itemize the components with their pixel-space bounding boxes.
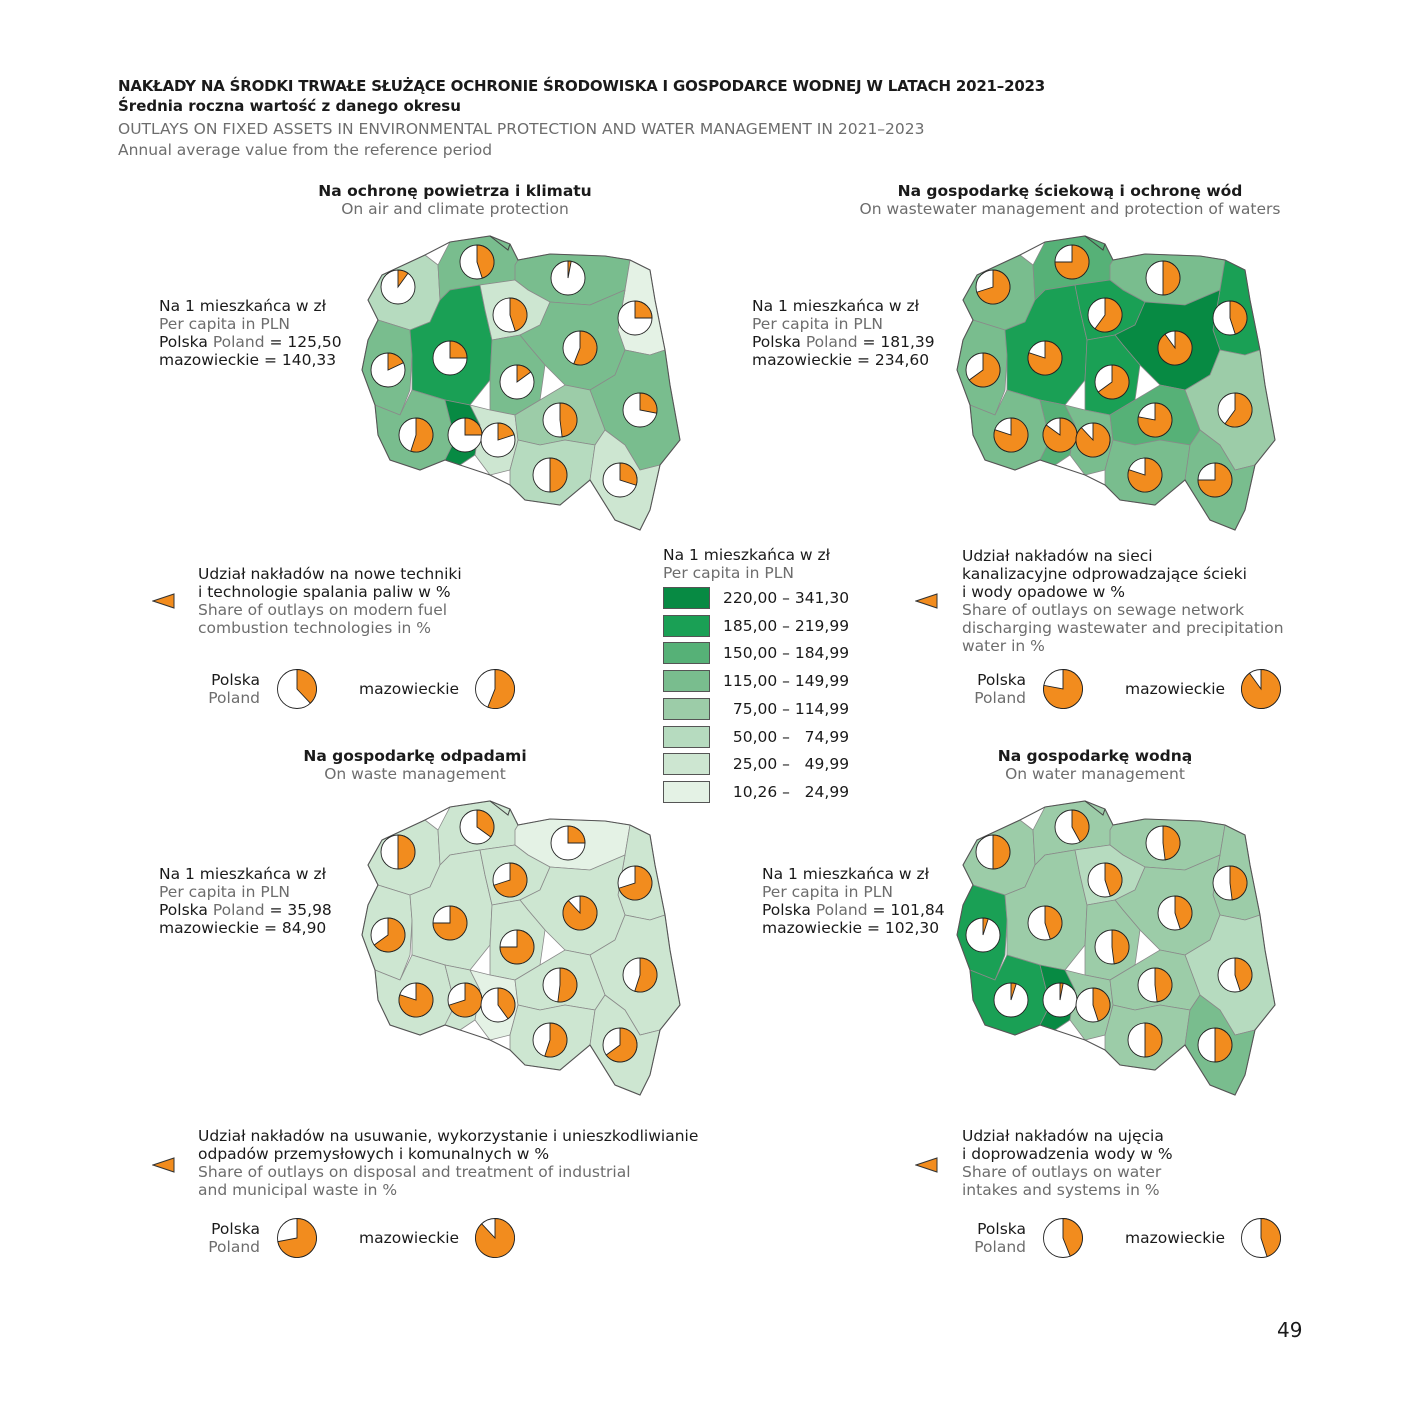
pie-podkarpackie — [603, 463, 637, 497]
poland-pie — [1044, 670, 1083, 709]
pie-wielkopolskie — [1028, 906, 1062, 940]
pie-podkarpackie — [1198, 463, 1232, 497]
pie-łódzkie — [1095, 930, 1129, 964]
pie-mazowieckie — [1158, 331, 1192, 365]
map-water — [945, 795, 1285, 1110]
pie-małopolskie — [1128, 1023, 1162, 1057]
pie-dolnośląskie — [994, 418, 1028, 452]
maz-ref-pie — [473, 667, 517, 711]
share-text-wastewater: Udział nakładów na sieci kanalizacyjne odprowadzające ścieki i wody opadowe w % Share of outlays on sewage network discharging wastewater and precipitation water in % — [962, 547, 1284, 655]
legend-swatch — [663, 587, 710, 609]
mazowieckie-value: mazowieckie = 84,90 — [159, 919, 327, 937]
share-wedge-icon — [152, 593, 176, 609]
poland-ref-label: Polska Poland — [208, 1220, 260, 1256]
mazowieckie-pie — [476, 1219, 515, 1258]
page-title-en: OUTLAYS ON FIXED ASSETS IN ENVIRONMENTAL PROTECTION AND WATER MANAGEMENT IN 2021–2023 — [118, 120, 925, 138]
maz-ref-pie — [473, 1216, 517, 1260]
legend-swatch — [663, 615, 710, 637]
page-number: 49 — [1277, 1318, 1303, 1342]
panel-water-title — [960, 747, 1230, 783]
pie-lubelskie — [623, 393, 657, 427]
panel-air-stats — [159, 297, 342, 369]
pie-podlaskie — [618, 866, 652, 900]
maz-ref-label: mazowieckie — [1125, 680, 1226, 698]
pie-zachodniopomorskie — [381, 835, 415, 869]
pie-warmińsko-mazurskie — [551, 261, 585, 295]
pie-kujawsko-pomorskie — [1088, 863, 1122, 897]
panel-wastewater-stats — [752, 297, 935, 369]
pie-łódzkie — [500, 930, 534, 964]
share-wedge-icon — [152, 1157, 176, 1173]
share-text-water: Udział nakładów na ujęcia i doprowadzenia wody w % Share of outlays on water intakes and systems in % — [962, 1127, 1173, 1199]
pie-lubelskie — [1218, 393, 1252, 427]
pie-świętokrzyskie — [1138, 403, 1172, 437]
legend-label: 10,26 – 24,99 — [723, 782, 850, 801]
map-title-en: On wastewater management and protection of waters — [859, 200, 1281, 218]
legend-swatch — [663, 726, 710, 748]
legend-label: 115,00 – 149,99 — [723, 672, 850, 691]
panel-water-stats — [762, 865, 945, 937]
share-wedge-icon — [915, 1157, 939, 1173]
pie-opolskie — [448, 983, 482, 1017]
pie-świętokrzyskie — [543, 968, 577, 1002]
legend-label: 75,00 – 114,99 — [723, 699, 850, 718]
share-text-air: Udział nakładów na nowe techniki i technologie spalania paliw w % Share of outlays on modern fuel combustion technologies in % — [198, 565, 462, 637]
poland-value: Polska Poland = 125,50 — [159, 333, 342, 351]
pie-lubelskie — [623, 958, 657, 992]
pie-warmińsko-mazurskie — [551, 826, 585, 860]
map-waste — [350, 795, 690, 1110]
pie-wielkopolskie — [433, 906, 467, 940]
mazowieckie-pie — [1242, 1219, 1281, 1258]
pie-mazowieckie — [563, 331, 597, 365]
poland-ref-label: Polska Poland — [208, 671, 260, 707]
map-wastewater — [945, 230, 1285, 545]
pie-wielkopolskie — [1028, 341, 1062, 375]
per-capita-label-pl: Na 1 mieszkańca w zł — [752, 297, 920, 315]
pie-podlaskie — [618, 301, 652, 335]
panel-wastewater-title — [830, 182, 1310, 218]
legend-swatch — [663, 698, 710, 720]
mazowieckie-pie — [476, 670, 515, 709]
poland-pie — [278, 1219, 317, 1258]
map-title-en: On water management — [1005, 765, 1185, 783]
pie-mazowieckie — [1158, 896, 1192, 930]
pie-zachodniopomorskie — [381, 270, 415, 304]
pie-lubuskie — [371, 918, 405, 952]
map-title-pl: Na gospodarkę ściekową i ochronę wód — [897, 182, 1243, 200]
map-air — [350, 230, 690, 545]
pie-małopolskie — [1128, 458, 1162, 492]
pie-dolnośląskie — [994, 983, 1028, 1017]
page-subtitle-en: Annual average value from the reference period — [118, 141, 493, 159]
pie-warmińsko-mazurskie — [1146, 261, 1180, 295]
pie-wielkopolskie — [433, 341, 467, 375]
pie-małopolskie — [533, 458, 567, 492]
per-capita-label-en: Per capita in PLN — [752, 315, 883, 333]
per-capita-label-pl: Na 1 mieszkańca w zł — [762, 865, 930, 883]
poland-pie — [1044, 1219, 1083, 1258]
poland-ref-label: Polska Poland — [974, 671, 1026, 707]
pie-lubelskie — [1218, 958, 1252, 992]
maz-ref-pie — [1239, 667, 1283, 711]
pie-świętokrzyskie — [543, 403, 577, 437]
pie-opolskie — [448, 418, 482, 452]
pie-świętokrzyskie — [1138, 968, 1172, 1002]
per-capita-label-en: Per capita in PLN — [159, 883, 290, 901]
panel-waste-stats — [159, 865, 332, 937]
per-capita-label-pl: Na 1 mieszkańca w zł — [159, 297, 327, 315]
map-title-en: On air and climate protection — [341, 200, 569, 218]
pie-podlaskie — [1213, 866, 1247, 900]
per-capita-label-pl: Na 1 mieszkańca w zł — [159, 865, 327, 883]
pie-lubuskie — [966, 353, 1000, 387]
pie-zachodniopomorskie — [976, 270, 1010, 304]
poland-ref-pie — [1041, 1216, 1085, 1260]
maz-ref-label: mazowieckie — [1125, 1229, 1226, 1247]
pie-dolnośląskie — [399, 983, 433, 1017]
pie-lubuskie — [966, 918, 1000, 952]
poland-pie — [278, 670, 317, 709]
legend-label: 185,00 – 219,99 — [723, 616, 850, 635]
pie-podkarpackie — [1198, 1028, 1232, 1062]
maz-ref-pie — [1239, 1216, 1283, 1260]
pie-podlaskie — [1213, 301, 1247, 335]
mazowieckie-value: mazowieckie = 140,33 — [159, 351, 337, 369]
poland-ref-pie — [275, 1216, 319, 1260]
map-title-pl: Na ochronę powietrza i klimatu — [318, 182, 592, 200]
poland-value: Polska Poland = 101,84 — [762, 901, 945, 919]
poland-value: Polska Poland = 35,98 — [159, 901, 332, 919]
legend-label: 25,00 – 49,99 — [723, 755, 850, 774]
pie-lubuskie — [371, 353, 405, 387]
pie-opolskie — [1043, 418, 1077, 452]
legend-label: 150,00 – 184,99 — [723, 644, 850, 663]
maz-ref-label: mazowieckie — [359, 680, 460, 698]
maz-ref-label: mazowieckie — [359, 1229, 460, 1247]
legend-swatch — [663, 670, 710, 692]
map-title-pl: Na gospodarkę wodną — [997, 747, 1193, 765]
legend-swatch — [663, 781, 710, 803]
poland-ref-pie — [1041, 667, 1085, 711]
pie-warmińsko-mazurskie — [1146, 826, 1180, 860]
legend-title: Na 1 mieszkańca w zł Per capita in PLN — [663, 546, 831, 582]
panel-air-title — [300, 182, 610, 218]
share-wedge-icon — [915, 593, 939, 609]
legend-swatch — [663, 753, 710, 775]
mazowieckie-value: mazowieckie = 234,60 — [752, 351, 930, 369]
share-text-waste: Udział nakładów na usuwanie, wykorzystanie i unieszkodliwianie odpadów przemysłowych i komunalnych w % Share of outlays on disposal and treatment of industrial and municipal waste in % — [198, 1127, 699, 1199]
poland-ref-pie — [275, 667, 319, 711]
page-subtitle-pl: Średnia roczna wartość z danego okresu — [118, 97, 461, 115]
pie-pomorskie — [1055, 245, 1089, 279]
pie-małopolskie — [533, 1023, 567, 1057]
map-title-pl: Na gospodarkę odpadami — [303, 747, 527, 765]
pie-podkarpackie — [603, 1028, 637, 1062]
pie-łódzkie — [500, 365, 534, 399]
pie-zachodniopomorskie — [976, 835, 1010, 869]
pie-śląskie — [481, 988, 515, 1022]
pie-pomorskie — [460, 810, 494, 844]
poland-ref-label: Polska Poland — [974, 1220, 1026, 1256]
poland-value: Polska Poland = 181,39 — [752, 333, 935, 351]
pie-kujawsko-pomorskie — [1088, 298, 1122, 332]
page-title-pl: NAKŁADY NA ŚRODKI TRWAŁE SŁUŻĄCE OCHRONIE ŚRODOWISKA I GOSPODARCE WODNEJ W LATACH 2021–2023 — [118, 77, 1046, 95]
mazowieckie-value: mazowieckie = 102,30 — [762, 919, 940, 937]
pie-śląskie — [1076, 988, 1110, 1022]
legend-label: 220,00 – 341,30 — [723, 589, 850, 607]
pie-łódzkie — [1095, 365, 1129, 399]
legend-label: 50,00 – 74,99 — [723, 727, 850, 746]
per-capita-label-en: Per capita in PLN — [762, 883, 893, 901]
legend-swatch — [663, 642, 710, 664]
pie-mazowieckie — [563, 896, 597, 930]
per-capita-label-en: Per capita in PLN — [159, 315, 290, 333]
pie-kujawsko-pomorskie — [493, 863, 527, 897]
mazowieckie-pie — [1241, 670, 1280, 709]
pie-dolnośląskie — [399, 418, 433, 452]
pie-pomorskie — [460, 245, 494, 279]
map-title-en: On waste management — [324, 765, 506, 783]
pie-śląskie — [481, 423, 515, 457]
pie-kujawsko-pomorskie — [493, 298, 527, 332]
pie-opolskie — [1043, 983, 1077, 1017]
pie-pomorskie — [1055, 810, 1089, 844]
pie-śląskie — [1076, 423, 1110, 457]
panel-waste-title — [255, 747, 575, 783]
